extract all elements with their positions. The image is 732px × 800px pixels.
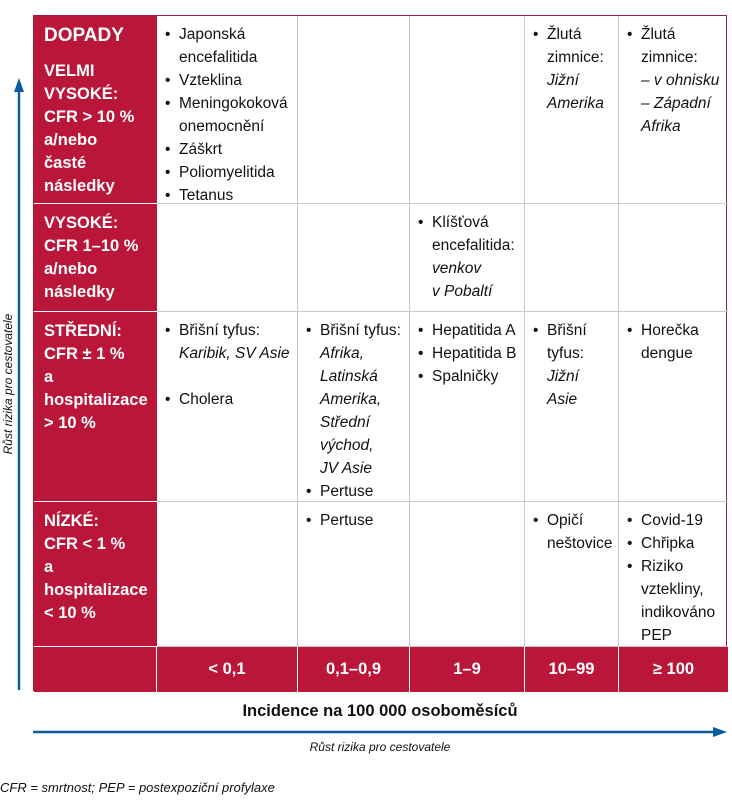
impact-label-line: a/nebo [44, 260, 98, 278]
impact-label-line: následky [44, 177, 115, 195]
disease-list [306, 509, 403, 532]
horizontal-axis-label: Růst rizika pro cestovatele [309, 740, 451, 754]
disease-name: Poliomyelitida [179, 164, 275, 181]
disease-list [165, 319, 291, 411]
matrix-cell [157, 204, 298, 312]
impact-label-line: a [44, 368, 54, 386]
disease-name: Vzteklina [179, 72, 242, 89]
disease-region: JV Asie [320, 460, 372, 477]
disease-region: Jižní Asie [547, 368, 579, 408]
horizontal-arrow-icon [33, 727, 727, 737]
disease-list [418, 319, 518, 388]
matrix-cell [410, 312, 525, 502]
disease-item [418, 211, 518, 303]
disease-list [627, 23, 722, 138]
disease-list [533, 319, 612, 411]
impact-label-line: následky [44, 283, 115, 301]
impact-label-line: hospitalizace [44, 581, 148, 599]
impact-level-header [34, 312, 157, 502]
disease-name: Horečka dengue [641, 322, 699, 362]
disease-region: Latinská [320, 368, 378, 385]
disease-name: Záškrt [179, 141, 223, 158]
impact-label-line: VYSOKÉ: [44, 214, 119, 232]
disease-list [627, 319, 722, 365]
disease-region: Karibik, SV Asie [179, 345, 290, 362]
disease-name: Břišní tyfus: [320, 322, 401, 339]
disease-item [306, 319, 403, 480]
impact-level-header [34, 204, 157, 312]
disease-name: Japonská encefalitida [179, 26, 258, 66]
disease-region: Jižní Amerika [547, 72, 604, 112]
matrix-cell [410, 204, 525, 312]
disease-region: Amerika, [320, 391, 382, 408]
matrix-cell [157, 502, 298, 647]
impact-label-line: a/nebo [44, 131, 98, 149]
impact-label-line: a [44, 558, 54, 576]
disease-name: Hepatitida B [432, 345, 517, 362]
disease-name: Tetanus [179, 187, 234, 204]
disease-name: Pertuse [320, 483, 374, 500]
footnote: CFR = smrtnost; PEP = postexpoziční profylaxe [0, 780, 275, 795]
incidence-bin: < 0,1 [157, 647, 298, 692]
disease-item [165, 184, 291, 207]
disease-list [165, 23, 291, 207]
x-axis-title: Incidence na 100 000 osoboměsíců [242, 702, 518, 720]
matrix-cell [298, 204, 410, 312]
disease-item [165, 161, 291, 184]
matrix-cell [298, 312, 410, 502]
disease-item [533, 23, 612, 115]
disease-region: v Pobaltí [432, 283, 493, 300]
disease-name: Chřipka [641, 535, 695, 552]
disease-name: Pertuse [320, 512, 374, 529]
disease-item [306, 480, 403, 503]
impact-label-line: CFR 1–10 % [44, 237, 139, 255]
disease-item [418, 319, 518, 342]
disease-item [165, 388, 291, 411]
disease-item [165, 138, 291, 161]
matrix-cell [298, 16, 410, 204]
disease-list [533, 23, 612, 115]
disease-name: Meningokoková onemocnění [179, 95, 288, 135]
incidence-bin: 10–99 [525, 647, 619, 692]
disease-list [306, 319, 403, 503]
impact-label-line: časté [44, 154, 87, 172]
disease-item [418, 365, 518, 388]
disease-item [165, 69, 291, 92]
impact-label-line: NÍZKÉ: [44, 512, 99, 530]
matrix-cell [619, 204, 728, 312]
disease-item [533, 319, 612, 411]
disease-region: venkov [432, 260, 482, 277]
disease-name: Covid-19 [641, 512, 704, 529]
disease-name: Hepatitida A [432, 322, 516, 339]
impact-title: DOPADY [44, 25, 124, 46]
disease-name: Žlutá zimnice: [547, 26, 604, 66]
disease-name: Klíšťová encefalitida: [432, 214, 515, 254]
disease-list [627, 509, 722, 647]
incidence-bin: ≥ 100 [619, 647, 728, 692]
disease-item [165, 319, 291, 365]
impact-label-line: hospitalizace [44, 391, 148, 409]
impact-label-line: STŘEDNÍ: [44, 322, 122, 340]
matrix-cell [298, 502, 410, 647]
impact-label-line: CFR > 10 % [44, 108, 135, 126]
disease-name: Spalničky [432, 368, 499, 385]
matrix-cell [619, 502, 728, 647]
disease-region: Afrika, [320, 345, 364, 362]
disease-item [306, 509, 403, 532]
impact-level-header [34, 16, 157, 204]
disease-name: Cholera [179, 391, 234, 408]
incidence-bin: 1–9 [410, 647, 525, 692]
disease-item [627, 319, 722, 365]
disease-item [418, 342, 518, 365]
incidence-corner [34, 647, 157, 692]
matrix-cell [157, 312, 298, 502]
matrix-cell [619, 16, 728, 204]
risk-matrix [33, 15, 727, 691]
matrix-cell [157, 16, 298, 204]
disease-region: Střední [320, 414, 370, 431]
disease-item [627, 509, 722, 532]
matrix-cell [410, 502, 525, 647]
disease-name: Břišní tyfus: [179, 322, 260, 339]
matrix-cell [525, 16, 619, 204]
impact-label-line: VELMI [44, 62, 95, 80]
disease-item [165, 23, 291, 69]
disease-name: Břišní tyfus: [547, 322, 587, 362]
disease-item [165, 92, 291, 138]
impact-label-line: > 10 % [44, 414, 96, 432]
impact-label-line: CFR ± 1 % [44, 345, 125, 363]
matrix-cell [619, 312, 728, 502]
disease-item [627, 23, 722, 138]
disease-region: východ, [320, 437, 374, 454]
incidence-bin: 0,1–0,9 [298, 647, 410, 692]
disease-name: Žlutá zimnice: [641, 26, 698, 66]
matrix-cell [410, 16, 525, 204]
vertical-axis-label: Růst rizika pro cestovatele [1, 313, 15, 455]
disease-item [533, 509, 612, 555]
impact-label-line: < 10 % [44, 604, 96, 622]
matrix-cell [525, 312, 619, 502]
matrix-cell [525, 502, 619, 647]
matrix-cell [525, 204, 619, 312]
disease-item [627, 532, 722, 555]
disease-list [418, 211, 518, 303]
impact-label-line: CFR < 1 % [44, 535, 126, 553]
disease-region: – v ohnisku [641, 72, 720, 89]
disease-item [627, 555, 722, 647]
disease-name: Opičí neštovice [547, 512, 613, 552]
disease-list [533, 509, 612, 555]
impact-level-header [34, 502, 157, 647]
impact-label-line: VYSOKÉ: [44, 85, 119, 103]
disease-name: Riziko vztekliny, indikováno PEP [641, 558, 716, 644]
disease-region: – Západní Afrika [641, 95, 711, 135]
